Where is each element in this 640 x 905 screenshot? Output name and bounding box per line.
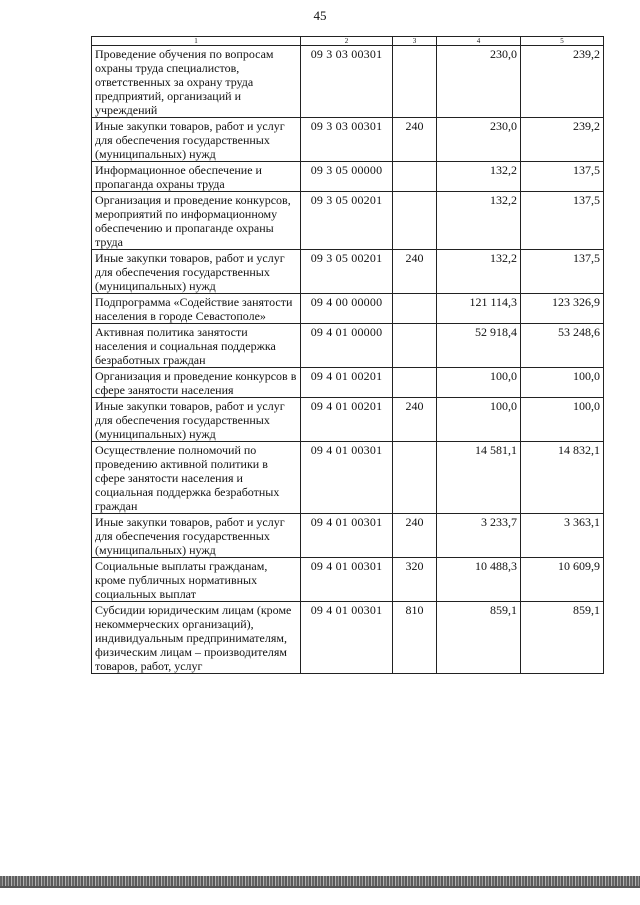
table-row [92,602,604,674]
row-value-2021-cell: 239,2 [521,118,604,162]
row-kvr-cell: 240 [393,398,437,442]
row-value-2021-cell: 3 363,1 [521,514,604,558]
table-row [92,46,604,118]
row-value-2021-cell: 859,1 [521,602,604,674]
table-row [92,162,604,192]
row-name-cell: Иные закупки товаров, работ и услуг для обеспечения государственных (муниципальных) нужд [92,118,301,162]
row-value-2020-cell: 859,1 [437,602,521,674]
row-name-cell: Иные закупки товаров, работ и услуг для обеспечения государственных (муниципальных) нужд [92,514,301,558]
row-name-cell: Иные закупки товаров, работ и услуг для обеспечения государственных (муниципальных) нужд [92,398,301,442]
row-kvr-cell: 320 [393,558,437,602]
row-name-cell: Активная политика занятости населения и социальная поддержка безработных граждан [92,324,301,368]
row-value-2020-cell: 3 233,7 [437,514,521,558]
row-name-cell: Осуществление полномочий по проведению активной политики в сфере занятости населения и социальная поддержка безработных граждан [92,442,301,514]
row-kvr-cell [393,162,437,192]
row-name-cell: Социальные выплаты гражданам, кроме публичных нормативных социальных выплат [92,558,301,602]
row-kvr-cell [393,46,437,118]
row-value-2020-cell: 132,2 [437,162,521,192]
table-row [92,118,604,162]
row-value-2021-cell: 137,5 [521,192,604,250]
row-code-cell: 09 4 01 00201 [301,368,393,398]
row-code-cell: 09 4 01 00000 [301,324,393,368]
row-value-2020-cell: 132,2 [437,250,521,294]
header-col-5: 5 [521,37,604,46]
row-value-2021-cell: 123 326,9 [521,294,604,324]
row-value-2021-cell: 137,5 [521,250,604,294]
row-value-2020-cell: 132,2 [437,192,521,250]
row-code-cell: 09 3 03 00301 [301,118,393,162]
row-name-cell: Иные закупки товаров, работ и услуг для обеспечения государственных (муниципальных) нужд [92,250,301,294]
table-body [92,46,604,674]
row-code-cell: 09 4 00 00000 [301,294,393,324]
row-kvr-cell: 240 [393,118,437,162]
table-row [92,558,604,602]
row-value-2021-cell: 137,5 [521,162,604,192]
row-code-cell: 09 4 01 00201 [301,398,393,442]
row-value-2020-cell: 230,0 [437,118,521,162]
row-value-2020-cell: 52 918,4 [437,324,521,368]
scan-edge-line [0,886,640,888]
table-header-row [92,37,604,46]
header-col-2: 2 [301,37,393,46]
table-row [92,442,604,514]
header-col-1: 1 [92,37,301,46]
table-row [92,368,604,398]
row-name-cell: Организация и проведение конкурсов, мероприятий по информационному обеспечению и пропаганде охраны труда [92,192,301,250]
row-name-cell: Организация и проведение конкурсов в сфере занятости населения [92,368,301,398]
row-value-2020-cell: 121 114,3 [437,294,521,324]
row-value-2020-cell: 14 581,1 [437,442,521,514]
row-kvr-cell: 810 [393,602,437,674]
scan-edge-band [0,876,640,886]
row-code-cell: 09 3 03 00301 [301,46,393,118]
row-name-cell: Субсидии юридическим лицам (кроме некоммерческих организаций), индивидуальным предпринимателям, физическим лицам – производителям товаров, работ, услуг [92,602,301,674]
row-code-cell: 09 4 01 00301 [301,514,393,558]
row-value-2020-cell: 100,0 [437,398,521,442]
row-code-cell: 09 3 05 00000 [301,162,393,192]
row-value-2021-cell: 239,2 [521,46,604,118]
row-value-2021-cell: 100,0 [521,368,604,398]
row-value-2021-cell: 14 832,1 [521,442,604,514]
row-value-2020-cell: 230,0 [437,46,521,118]
row-kvr-cell: 240 [393,250,437,294]
row-code-cell: 09 4 01 00301 [301,602,393,674]
row-value-2021-cell: 53 248,6 [521,324,604,368]
row-code-cell: 09 3 05 00201 [301,192,393,250]
row-kvr-cell [393,294,437,324]
row-kvr-cell: 240 [393,514,437,558]
row-kvr-cell [393,442,437,514]
row-kvr-cell [393,324,437,368]
row-kvr-cell [393,192,437,250]
row-name-cell: Подпрограмма «Содействие занятости населения в городе Севастополе» [92,294,301,324]
budget-table [91,36,604,674]
row-code-cell: 09 4 01 00301 [301,558,393,602]
row-kvr-cell [393,368,437,398]
page-number: 45 [313,8,327,23]
header-col-4: 4 [437,37,521,46]
table-row [92,250,604,294]
row-name-cell: Проведение обучения по вопросам охраны труда специалистов, ответственных за охрану труда предприятий, организаций и учреждений [92,46,301,118]
row-value-2021-cell: 100,0 [521,398,604,442]
row-value-2020-cell: 100,0 [437,368,521,398]
table-row [92,514,604,558]
table-row [92,398,604,442]
table-row [92,192,604,250]
row-code-cell: 09 4 01 00301 [301,442,393,514]
row-code-cell: 09 3 05 00201 [301,250,393,294]
row-value-2020-cell: 10 488,3 [437,558,521,602]
table-row [92,324,604,368]
row-name-cell: Информационное обеспечение и пропаганда охраны труда [92,162,301,192]
table-row [92,294,604,324]
header-col-3: 3 [393,37,437,46]
row-value-2021-cell: 10 609,9 [521,558,604,602]
